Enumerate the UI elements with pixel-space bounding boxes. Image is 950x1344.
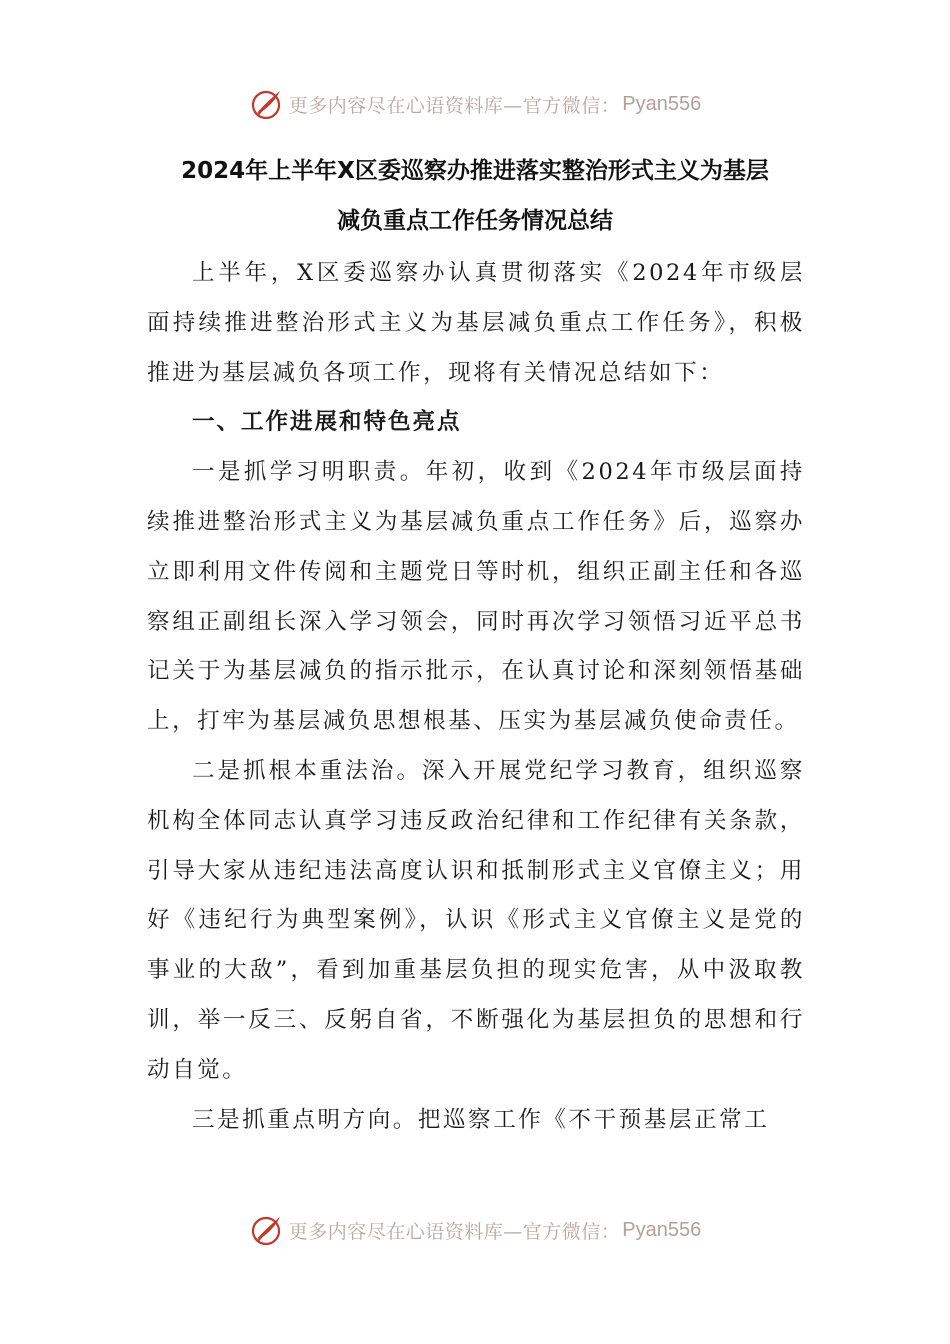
intro-paragraph: 上半年，X区委巡察办认真贯彻落实《2024年市级层面持续推进整治形式主义为基层减负重点工作任务》，积极推进为基层减负各项工作，现将有关情况总结如下： xyxy=(147,260,805,386)
quill-logo-icon xyxy=(249,1212,285,1248)
document-title-line-2: 减负重点工作任务情况总结 xyxy=(337,208,613,234)
body-paragraph-3: 三是抓重点明方向。把巡察工作《不干预基层正常工 xyxy=(192,1106,770,1133)
watermark-wechat-id: Pyan556 xyxy=(622,1218,702,1241)
document-title-line-1: 2024年上半年X区委巡察办推进落实整治形式主义为基层 xyxy=(181,158,769,184)
watermark-banner-top xyxy=(0,82,950,126)
watermark-banner-bottom xyxy=(0,1208,950,1252)
watermark-text: 更多内容尽在心语资料库—官方微信： xyxy=(288,94,621,117)
watermark-wechat-id: Pyan556 xyxy=(622,92,702,115)
body-paragraph-2: 二是抓根本重法治。深入开展党纪学习教育，组织巡察机构全体同志认真学习违反政治纪律和工作纪律有关条款，引导大家从违纪违法高度认识和抵制形式主义官僚主义；用好《违纪行为典型案例》，认识《形式主义官僚主义是党的事业的大敌”，看到加重基层负担的现实危害，从中汲取教训，举一反三、反躬自省，不断强化为基层担负的思想和行动自觉。 xyxy=(147,757,805,1083)
quill-logo-icon xyxy=(249,86,285,122)
watermark-text: 更多内容尽在心语资料库—官方微信： xyxy=(288,1220,621,1243)
section-heading: 一、工作进展和特色亮点 xyxy=(192,409,462,436)
body-paragraph-1: 一是抓学习明职责。年初，收到《2024年市级层面持续推进整治形式主义为基层减负重点工作任务》后，巡察办立即利用文件传阅和主题党日等时机，组织正副主任和各巡察组正副组长深入学习领会，同时再次学习领悟习近平总书记关于为基层减负的指示批示，在认真讨论和深刻领悟基础上，打牢为基层减负思想根基、压实为基层减负使命责任。 xyxy=(147,459,805,735)
document-body xyxy=(147,249,805,1145)
